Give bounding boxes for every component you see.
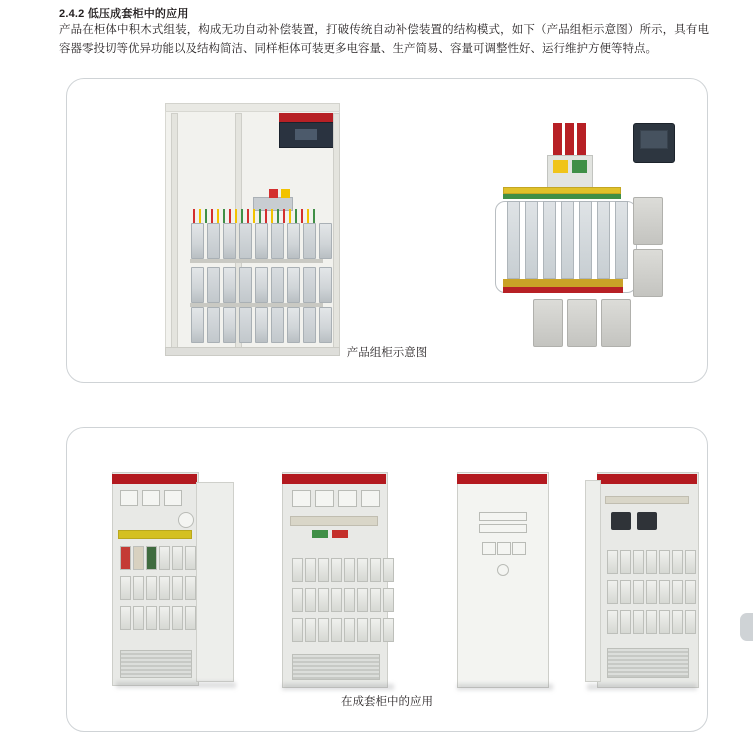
section-heading: 2.4.2 低压成套柜中的应用 — [59, 8, 189, 20]
module-column — [543, 201, 556, 279]
busbar-yellow — [503, 187, 621, 194]
capacitor-block — [567, 299, 597, 347]
lower-busbar-red — [503, 287, 623, 293]
fuse-yellow — [553, 160, 568, 173]
busbar-riser-red — [565, 123, 574, 155]
figure-panel-top — [66, 78, 708, 383]
terminal-indicator-red — [269, 189, 278, 198]
cabinet-photo-3 — [457, 472, 552, 690]
capacitor-row — [191, 267, 332, 303]
capacitor-row — [191, 223, 332, 259]
frame-post-right — [333, 113, 340, 349]
capacitor-block — [533, 299, 563, 347]
capacitor-row — [191, 307, 332, 343]
busbar-riser-red — [553, 123, 562, 155]
figure-panel-bottom — [66, 427, 708, 732]
wiring-harness — [191, 209, 323, 223]
figure-top-caption: 产品组柜示意图 — [346, 347, 428, 359]
capacitor-block — [633, 249, 663, 297]
module-column — [597, 201, 610, 279]
busbar-riser-red — [577, 123, 586, 155]
figure-top-stage — [67, 89, 707, 338]
cabinet-red-band — [279, 113, 340, 122]
controller-display-screen — [640, 130, 668, 149]
module-column — [615, 201, 628, 279]
cabinet-photo-4 — [597, 472, 707, 690]
capacitor-block — [601, 299, 631, 347]
module-column — [507, 201, 520, 279]
capacitor-block — [633, 197, 663, 245]
lower-busbar-yellow — [503, 279, 623, 287]
frame-post-left — [171, 113, 178, 349]
figure-bottom-caption: 在成套柜中的应用 — [341, 696, 433, 708]
cabinet-photo-2 — [282, 472, 402, 690]
figure-bottom-stage — [67, 438, 707, 687]
cabinet-meter-screen — [295, 129, 317, 140]
body-paragraph: 产品在柜体中积木式组装，构成无功自动补偿装置，打破传统自动补偿装置的结构模式，如下（产品组柜示意图）所示，具有电容器零投切等优异功能以及结构简洁、同样柜体可装更多电容量、生产简易、容量可调整性好、运行维护方便等特点。 — [59, 24, 709, 55]
module-column — [579, 201, 592, 279]
terminal-indicator-yellow — [281, 189, 290, 198]
rack-shelf — [190, 259, 323, 263]
module-column — [525, 201, 538, 279]
scroll-handle[interactable] — [740, 613, 753, 641]
fuse-green — [572, 160, 587, 173]
busbar-green — [503, 194, 621, 199]
cabinet-photo-1 — [112, 472, 240, 690]
module-column — [561, 201, 574, 279]
